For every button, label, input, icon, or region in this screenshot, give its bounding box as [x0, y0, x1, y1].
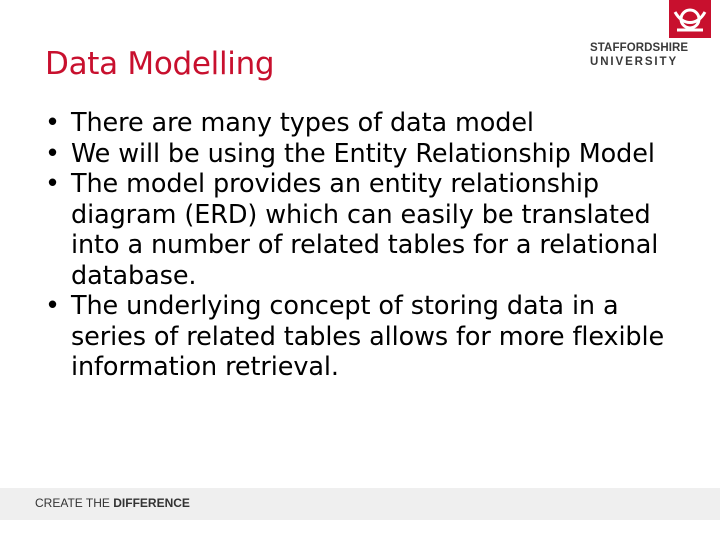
tagline-bold: DIFFERENCE — [113, 496, 190, 510]
bullet-list — [45, 108, 685, 383]
bullet-icon: • — [45, 291, 60, 321]
bullet-item — [45, 291, 685, 383]
bullet-icon: • — [45, 138, 60, 169]
footer-tagline — [35, 496, 190, 510]
bullet-text: The underlying concept of storing data in a series of related tables allows for more flexible information retrieval. — [71, 291, 665, 382]
university-name-line1: STAFFORDSHIRE — [590, 42, 689, 54]
bullet-icon: • — [45, 169, 60, 199]
bullet-item — [45, 169, 685, 291]
university-name-line2: UNIVERSITY — [590, 56, 679, 68]
university-logo-mark — [669, 0, 711, 38]
bullet-text: The model provides an entity relationship diagram (ERD) which can easily be translated into a number of related tables for a relational database. — [71, 169, 659, 291]
bullet-icon: • — [45, 108, 60, 138]
university-wordmark — [590, 41, 718, 69]
tagline-normal: CREATE THE — [35, 496, 110, 510]
slide-title: Data Modelling — [45, 46, 275, 82]
staffordshire-knot-icon — [669, 0, 711, 38]
footer-bar — [0, 488, 720, 520]
bullet-item — [45, 139, 685, 170]
bullet-text: There are many types of data model — [71, 108, 534, 138]
bullet-item — [45, 108, 685, 139]
bullet-text: We will be using the Entity Relationship Model — [71, 138, 655, 169]
